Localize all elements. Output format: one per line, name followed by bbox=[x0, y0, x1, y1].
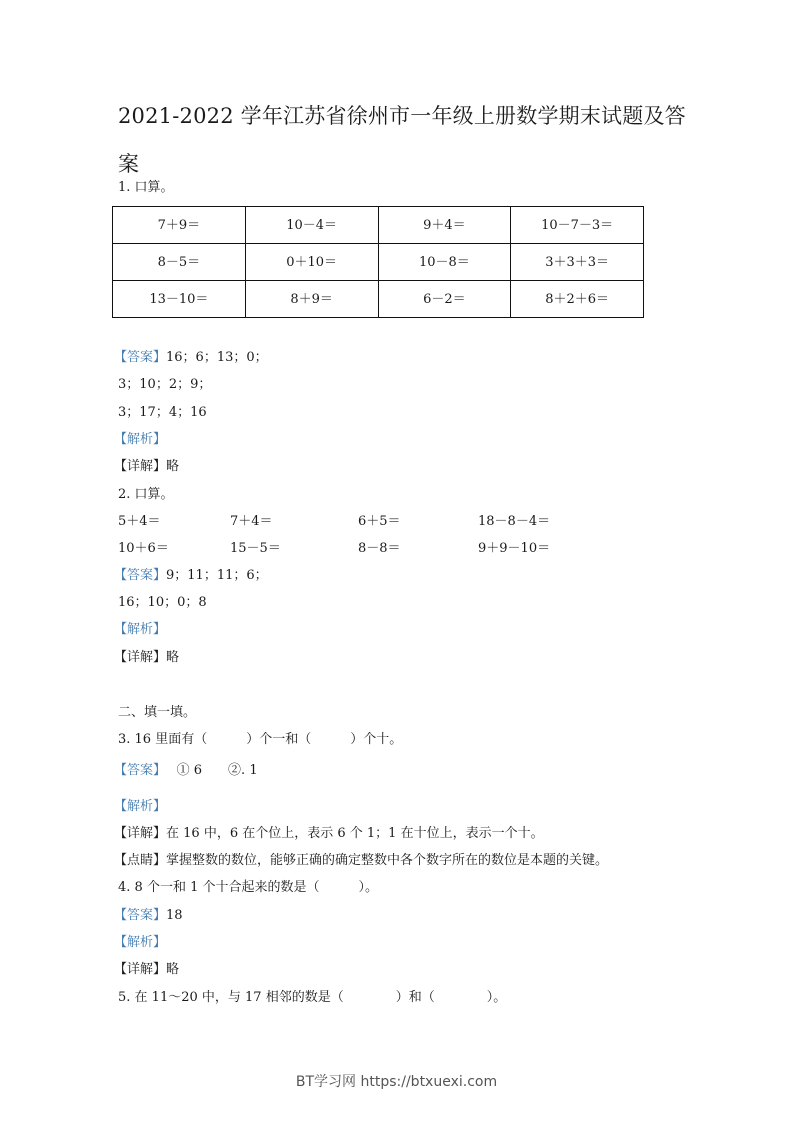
key-point-label: 【点睛】 bbox=[114, 853, 167, 868]
table-cell: 7＋9＝ bbox=[113, 207, 246, 244]
q2-detail bbox=[114, 649, 179, 667]
table-cell: 8＋2＋6＝ bbox=[511, 281, 644, 318]
q2-item: 9＋9－10＝ bbox=[478, 541, 551, 556]
q1-answer-line-3: 3；17；4；16 bbox=[118, 405, 207, 420]
detail-text: 略 bbox=[166, 962, 180, 977]
q2-item: 18－8－4＝ bbox=[478, 514, 551, 529]
q4-analysis-label: 【解析】 bbox=[114, 935, 167, 950]
answer-text: ① 6 ②. 1 bbox=[159, 763, 258, 778]
q2-item: 8－8＝ bbox=[358, 541, 401, 556]
q4-answer bbox=[114, 907, 183, 925]
q1-detail bbox=[114, 458, 179, 476]
detail-text: 略 bbox=[166, 459, 180, 474]
answer-label: 【答案】 bbox=[114, 908, 167, 923]
answer-label: 【答案】 bbox=[114, 763, 160, 778]
q2-item: 7＋4＝ bbox=[230, 514, 273, 529]
table-cell: 3＋3＋3＝ bbox=[511, 244, 644, 281]
answer-text: 18 bbox=[166, 908, 183, 923]
key-point-text: 掌握整数的数位，能够正确的确定整数中各个数字所在的数位是本题的关键。 bbox=[166, 853, 609, 868]
table-cell: 8＋9＝ bbox=[245, 281, 378, 318]
document-title: 2021-2022 学年江苏省徐州市一年级上册数学期末试题及答案 bbox=[118, 104, 686, 176]
q2-row-1 bbox=[118, 513, 598, 531]
q2-item: 15－5＝ bbox=[230, 541, 281, 556]
table-cell: 0＋10＝ bbox=[245, 244, 378, 281]
detail-label: 【详解】 bbox=[114, 962, 167, 977]
detail-text: 在 16 中，6 在个位上，表示 6 个 1；1 在十位上，表示一个十。 bbox=[166, 826, 544, 841]
q1-answer bbox=[114, 349, 268, 367]
q2-prompt: 2. 口算。 bbox=[118, 487, 174, 502]
q1-prompt: 1. 口算。 bbox=[118, 180, 174, 195]
answer-text: 16；6；13；0； bbox=[166, 350, 268, 365]
q4-detail bbox=[114, 961, 179, 979]
answer-text: 9；11；11；6； bbox=[166, 568, 268, 583]
table-row bbox=[113, 244, 644, 281]
q2-analysis-label: 【解析】 bbox=[114, 622, 167, 637]
table-cell: 10－8＝ bbox=[378, 244, 511, 281]
section-heading: 二、填一填。 bbox=[118, 705, 197, 720]
q5-prompt: 5. 在 11～20 中，与 17 相邻的数是（ ）和（ ）。 bbox=[118, 990, 507, 1005]
q4-prompt: 4. 8 个一和 1 个十合起来的数是（ ）。 bbox=[118, 880, 378, 895]
detail-label: 【详解】 bbox=[114, 650, 167, 665]
detail-label: 【详解】 bbox=[114, 459, 167, 474]
answer-label: 【答案】 bbox=[114, 350, 167, 365]
q3-answer bbox=[114, 762, 258, 780]
q1-arithmetic-table bbox=[112, 206, 644, 318]
q2-item: 6＋5＝ bbox=[358, 514, 401, 529]
table-cell: 9＋4＝ bbox=[378, 207, 511, 244]
q2-row-2 bbox=[118, 540, 598, 558]
q3-key-point bbox=[114, 852, 608, 870]
table-cell: 10－7－3＝ bbox=[511, 207, 644, 244]
q3-prompt: 3. 16 里面有（ ）个一和（ ）个十。 bbox=[118, 732, 403, 747]
answer-label: 【答案】 bbox=[114, 568, 167, 583]
q2-item: 5＋4＝ bbox=[118, 514, 161, 529]
q1-answer-line-2: 3；10；2；9； bbox=[118, 377, 212, 392]
q2-answer-line-2: 16；10；0；8 bbox=[118, 595, 207, 610]
q3-analysis-label: 【解析】 bbox=[114, 799, 167, 814]
table-row bbox=[113, 281, 644, 318]
q3-detail bbox=[114, 825, 544, 843]
table-cell: 8－5＝ bbox=[113, 244, 246, 281]
table-cell: 6－2＝ bbox=[378, 281, 511, 318]
footer-watermark: BT学习网 https://btxuexi.com bbox=[295, 1074, 498, 1090]
detail-label: 【详解】 bbox=[114, 826, 167, 841]
detail-text: 略 bbox=[166, 650, 180, 665]
q1-analysis-label: 【解析】 bbox=[114, 432, 167, 447]
table-cell: 13－10＝ bbox=[113, 281, 246, 318]
q2-item: 10＋6＝ bbox=[118, 541, 169, 556]
table-row bbox=[113, 207, 644, 244]
table-cell: 10－4＝ bbox=[245, 207, 378, 244]
q2-answer bbox=[114, 567, 268, 585]
